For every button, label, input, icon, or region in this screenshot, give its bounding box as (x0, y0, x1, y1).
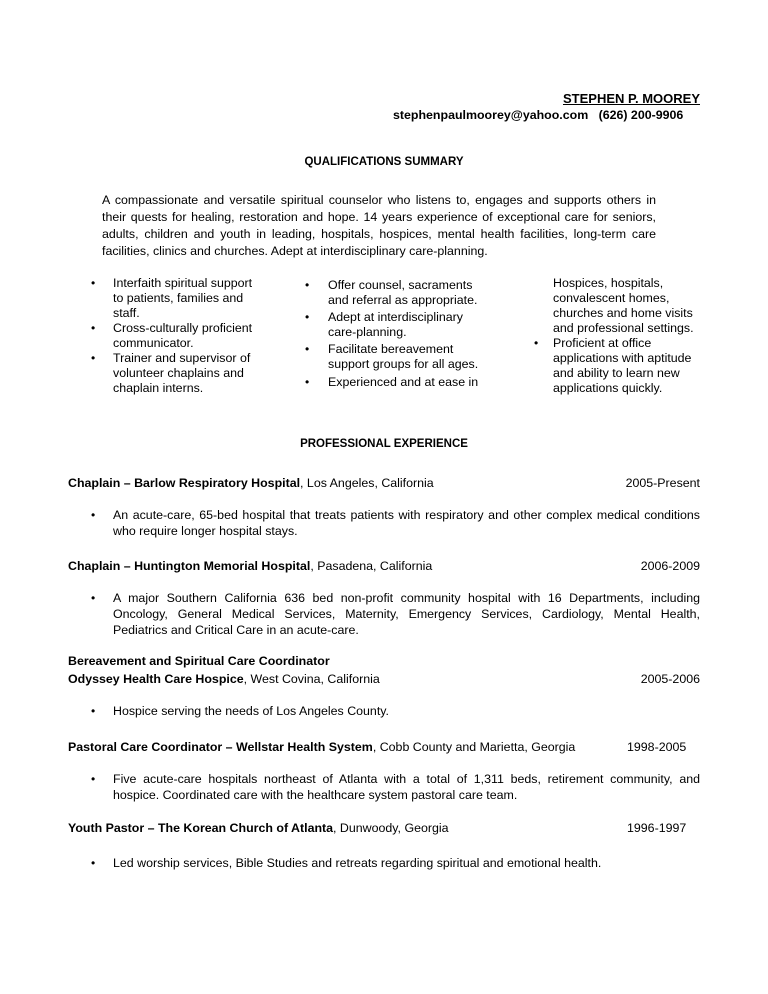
job-title: Chaplain – Huntington Memorial Hospital (68, 559, 311, 573)
skill-line: Interfaith spiritual support (113, 276, 253, 290)
skill-line: and ability to learn new (553, 366, 680, 380)
qualifications-heading: QUALIFICATIONS SUMMARY (304, 156, 464, 168)
job-location: , Los Angeles, California (300, 476, 434, 490)
summary-line: their quests for healing, restoration and hope. 14 years experience of exceptional care for seniors, (102, 210, 656, 224)
bullet-icon: • (91, 276, 96, 290)
skill-line: Trainer and supervisor of (113, 351, 251, 365)
job-role: Bereavement and Spiritual Care Coordinator (68, 654, 330, 668)
job-title: Youth Pastor – The Korean Church of Atlanta (68, 821, 334, 835)
email: stephenpaulmoorey@yahoo.com (393, 108, 589, 122)
contact-line (393, 108, 683, 123)
job-dates: 1996-1997 (627, 821, 687, 835)
phone: (626) 200-9906 (598, 108, 684, 122)
skill-line: and professional settings. (553, 321, 694, 335)
bullet-icon: • (91, 351, 96, 365)
skill-line: to patients, families and (113, 291, 244, 305)
skill-line: chaplain interns. (113, 381, 204, 395)
bullet-icon: • (91, 856, 96, 870)
skill-line: Offer counsel, sacraments (328, 278, 473, 292)
job-dates: 2005-2006 (640, 672, 700, 686)
job-description-line: Five acute-care hospitals northeast of Atlanta with a total of 1,311 beds, retirement community, and (113, 772, 700, 786)
job-description-line: who require longer hospital stays. (113, 524, 298, 538)
job-description-line: Led worship services, Bible Studies and retreats regarding spiritual and emotional health. (113, 856, 602, 870)
summary-line: A compassionate and versatile spiritual counselor who listens to, engages and supports others in (102, 193, 656, 207)
candidate-name: STEPHEN P. MOOREY (562, 91, 700, 106)
job-heading (68, 559, 432, 574)
skill-line: churches and home visits (553, 306, 693, 320)
bullet-icon: • (91, 591, 96, 605)
job-location: , Cobb County and Marietta, Georgia (372, 740, 576, 754)
job-location: , Dunwoody, Georgia (333, 821, 449, 835)
skill-line: communicator. (113, 336, 194, 350)
bullet-icon: • (91, 508, 96, 522)
bullet-icon: • (305, 342, 310, 356)
job-description-line: An acute-care, 65-bed hospital that treats patients with respiratory and other complex medical conditions (113, 508, 700, 522)
skill-line: applications quickly. (553, 381, 663, 395)
skill-line: Proficient at office (553, 336, 652, 350)
job-description-line: hospice. Coordinated care with the healthcare system pastoral care team. (113, 788, 518, 802)
job-title: Pastoral Care Coordinator – Wellstar Health System (68, 740, 373, 754)
skill-line: Experienced and at ease in (328, 375, 479, 389)
skill-line: care-planning. (328, 325, 407, 339)
job-heading (68, 740, 575, 755)
bullet-icon: • (305, 310, 310, 324)
job-description-line: Hospice serving the needs of Los Angeles County. (113, 704, 389, 718)
summary-line: adults, children and youth in leading, hospitals, hospices, mental health facilities, long-term care (102, 227, 656, 241)
experience-heading: PROFESSIONAL EXPERIENCE (300, 438, 468, 450)
job-heading (68, 672, 380, 687)
job-title: Odyssey Health Care Hospice (68, 672, 244, 686)
skill-line: support groups for all ages. (328, 357, 479, 371)
bullet-icon: • (305, 375, 310, 389)
job-location: , West Covina, California (243, 672, 380, 686)
bullet-icon: • (91, 772, 96, 786)
skill-line: volunteer chaplains and (113, 366, 244, 380)
skill-line: and referral as appropriate. (328, 293, 478, 307)
skill-line: Facilitate bereavement (328, 342, 454, 356)
job-dates: 2006-2009 (640, 559, 700, 573)
job-heading (68, 821, 449, 836)
job-title: Chaplain – Barlow Respiratory Hospital (68, 476, 301, 490)
job-heading (68, 476, 434, 491)
summary-line: facilities, clinics and churches. Adept at interdisciplinary care-planning. (102, 244, 488, 258)
job-description-line: A major Southern California 636 bed non-profit community hospital with 16 Departments, including (113, 591, 700, 605)
bullet-icon: • (91, 704, 96, 718)
bullet-icon: • (91, 321, 96, 335)
job-description-line: Pediatrics and Critical Care in an acute-care. (113, 623, 359, 637)
skill-line: Adept at interdisciplinary (328, 310, 463, 324)
skill-line: applications with aptitude (553, 351, 692, 365)
skill-line: Cross-culturally proficient (113, 321, 253, 335)
job-location: , Pasadena, California (310, 559, 433, 573)
job-dates: 2005-Present (625, 476, 700, 490)
skill-line: staff. (113, 306, 140, 320)
skill-line: Hospices, hospitals, (553, 276, 664, 290)
bullet-icon: • (534, 336, 539, 350)
job-description-line: Oncology, General Medical Services, Maternity, Emergency Services, Cardiology, Mental Health, (113, 607, 700, 621)
bullet-icon: • (305, 278, 310, 292)
job-dates: 1998-2005 (627, 740, 687, 754)
skill-line: convalescent homes, (553, 291, 670, 305)
